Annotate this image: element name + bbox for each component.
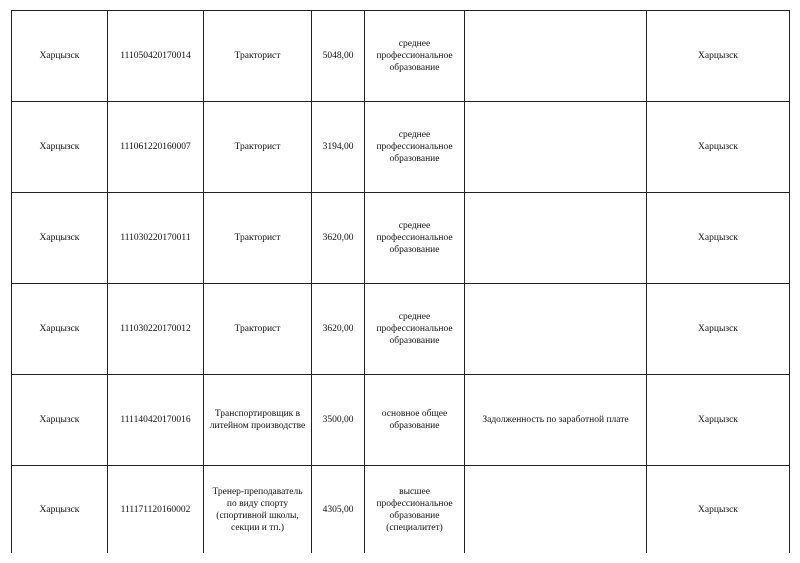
city-cell	[12, 193, 108, 284]
position-cell-text: Тракторист	[234, 324, 281, 334]
location-cell	[647, 375, 790, 466]
city-cell	[12, 375, 108, 466]
vacancy-table	[11, 10, 790, 553]
city-cell	[12, 102, 108, 193]
position-cell	[204, 102, 312, 193]
vacancy-code-cell	[108, 375, 204, 466]
location-cell	[647, 102, 790, 193]
education-cell	[365, 11, 465, 102]
city-cell-text: Харцызск	[39, 51, 80, 61]
table-row	[12, 11, 790, 102]
education-cell	[365, 466, 465, 554]
position-cell-text: Транспортировщик в литейном производстве	[209, 409, 306, 431]
position-cell-text: Тракторист	[234, 142, 281, 152]
city-cell-text: Харцызск	[39, 415, 80, 425]
salary-cell	[312, 375, 365, 466]
table-row	[12, 375, 790, 466]
vacancy-code-cell-text: 111171120160002	[120, 504, 191, 515]
location-cell-text: Харцызск	[698, 51, 738, 61]
position-cell-text: Тренер-преподаватель по виду спорту (спортивной школы, секции и тп.)	[212, 486, 303, 533]
education-cell-text: высшее профессиональное образование (специалитет)	[376, 486, 453, 533]
location-cell	[647, 284, 790, 375]
table-row	[12, 284, 790, 375]
vacancy-code-cell-text: 111061220160007	[120, 142, 191, 152]
vacancy-code-cell-text: 111050420170014	[120, 51, 191, 61]
note-cell	[465, 193, 647, 284]
position-cell	[204, 466, 312, 554]
education-cell	[365, 375, 465, 466]
vacancy-code-cell-text: 111030220170012	[120, 324, 191, 334]
salary-cell	[312, 284, 365, 375]
salary-cell-text: 4305,00	[322, 504, 354, 515]
vacancy-code-cell-text: 111140420170016	[120, 415, 191, 425]
education-cell	[365, 193, 465, 284]
location-cell-text: Харцызск	[698, 415, 738, 425]
location-cell-text: Харцызск	[698, 324, 738, 334]
education-cell-text: среднее профессиональное образование	[376, 312, 453, 346]
vacancy-code-cell-text: 111030220170011	[120, 233, 191, 243]
table-row	[12, 466, 790, 554]
vacancy-code-cell	[108, 102, 204, 193]
note-cell	[465, 11, 647, 102]
position-cell	[204, 193, 312, 284]
city-cell-text: Харцызск	[39, 324, 80, 334]
salary-cell-text: 3620,00	[322, 233, 354, 243]
location-cell	[647, 193, 790, 284]
city-cell	[12, 466, 108, 554]
location-cell	[647, 466, 790, 554]
note-cell-text: Задолженность по заработной плате	[482, 415, 629, 425]
education-cell-text: среднее профессиональное образование	[376, 130, 453, 164]
position-cell-text: Тракторист	[234, 51, 281, 61]
vacancy-code-cell	[108, 11, 204, 102]
table-row	[12, 102, 790, 193]
education-cell	[365, 102, 465, 193]
salary-cell	[312, 11, 365, 102]
note-cell	[465, 284, 647, 375]
location-cell-text: Харцызск	[698, 233, 738, 243]
salary-cell	[312, 193, 365, 284]
vacancy-code-cell	[108, 193, 204, 284]
location-cell-text: Харцызск	[698, 504, 738, 515]
salary-cell-text: 3500,00	[322, 415, 354, 425]
city-cell-text: Харцызск	[39, 233, 80, 243]
table-row	[12, 193, 790, 284]
position-cell	[204, 284, 312, 375]
vacancy-table-body	[12, 11, 790, 554]
position-cell	[204, 11, 312, 102]
note-cell	[465, 102, 647, 193]
note-cell	[465, 466, 647, 554]
position-cell	[204, 375, 312, 466]
city-cell-text: Харцызск	[39, 504, 80, 515]
education-cell-text: среднее профессиональное образование	[376, 221, 453, 255]
location-cell-text: Харцызск	[698, 142, 738, 152]
city-cell	[12, 11, 108, 102]
salary-cell	[312, 466, 365, 554]
note-cell	[465, 375, 647, 466]
salary-cell-text: 3620,00	[322, 324, 354, 334]
city-cell-text: Харцызск	[39, 142, 80, 152]
education-cell-text: среднее профессиональное образование	[376, 39, 453, 73]
location-cell	[647, 11, 790, 102]
salary-cell	[312, 102, 365, 193]
education-cell	[365, 284, 465, 375]
city-cell	[12, 284, 108, 375]
vacancy-code-cell	[108, 284, 204, 375]
salary-cell-text: 3194,00	[322, 142, 354, 152]
position-cell-text: Тракторист	[234, 233, 281, 243]
salary-cell-text: 5048,00	[322, 51, 354, 61]
education-cell-text: основное общее образование	[381, 409, 448, 431]
vacancy-code-cell	[108, 466, 204, 554]
